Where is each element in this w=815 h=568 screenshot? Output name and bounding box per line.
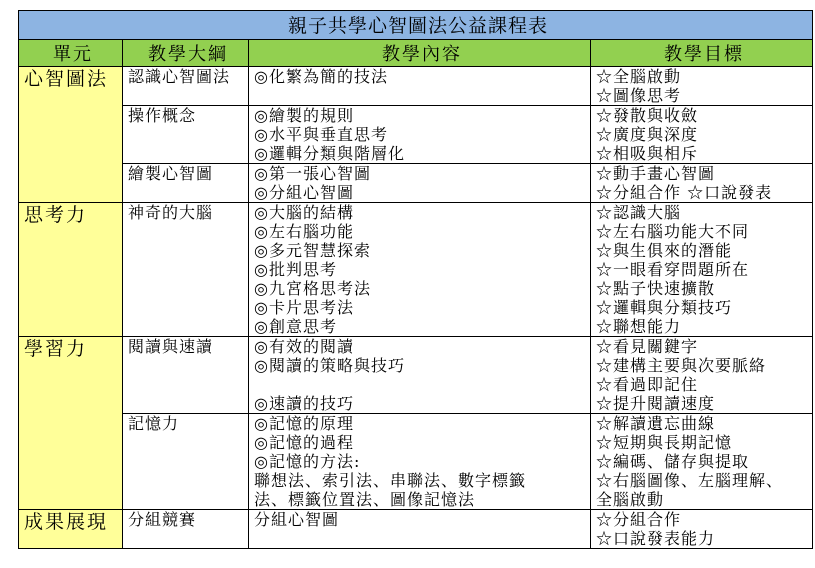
- goal-line: ☆看見關鍵字: [596, 337, 699, 356]
- content-line: ◎批判思考: [254, 260, 337, 279]
- content-line: 聯想法、索引法、串聯法、數字標籤: [254, 471, 527, 490]
- goal-line: ☆點子快速擴散: [596, 279, 716, 298]
- goal-line: ☆短期與長期記憶: [596, 433, 733, 452]
- content-cell: [249, 106, 591, 164]
- content-line: ◎記憶的方法:: [254, 452, 361, 471]
- header-goal: 教學目標: [591, 40, 813, 67]
- content-cell: [249, 203, 591, 337]
- unit-cell: 成果展現: [19, 510, 123, 549]
- goal-cell: [591, 337, 813, 414]
- content-line: ◎創意思考: [254, 317, 337, 336]
- table-row: [19, 510, 813, 549]
- content-line: ◎大腦的結構: [254, 203, 354, 222]
- content-cell: [249, 164, 591, 203]
- table-row: [19, 106, 813, 164]
- content-line: ◎邏輯分類與階層化: [254, 144, 405, 163]
- table-title: 親子共學心智圖法公益課程表: [19, 11, 813, 40]
- content-line: ◎繪製的規則: [254, 106, 354, 125]
- goal-line: ☆一眼看穿問題所在: [596, 260, 750, 279]
- course-table: [18, 10, 813, 549]
- content-line: ◎速讀的技巧: [254, 394, 354, 413]
- goal-line: ☆分組合作 ☆口說發表: [596, 183, 773, 202]
- goal-cell: [591, 414, 813, 510]
- content-line: ◎記憶的過程: [254, 433, 354, 452]
- title-row: [19, 11, 813, 40]
- goal-line: ☆動手畫心智圖: [596, 164, 716, 183]
- goal-line: ☆建構主要與次要脈絡: [596, 356, 767, 375]
- goal-cell: [591, 510, 813, 549]
- content-cell: [249, 67, 591, 106]
- goal-cell: [591, 67, 813, 106]
- blank-line: [254, 375, 590, 394]
- content-line: ◎閱讀的策略與技巧: [254, 356, 405, 375]
- goal-line: ☆邏輯與分類技巧: [596, 298, 733, 317]
- content-line: ◎九宮格思考法: [254, 279, 371, 298]
- goal-line: ☆編碼、儲存與提取: [596, 452, 750, 471]
- goal-line: ☆全腦啟動: [596, 67, 682, 86]
- content-line: ◎記憶的原理: [254, 414, 354, 433]
- content-line: ◎分組心智圖: [254, 183, 354, 202]
- content-cell: [249, 510, 591, 549]
- goal-line: ☆提升閱讀速度: [596, 394, 716, 413]
- goal-line: ☆解讀遺忘曲線: [596, 414, 716, 433]
- outline-cell: 繪製心智圖: [123, 164, 249, 203]
- goal-line: ☆分組合作: [596, 510, 682, 529]
- content-line: ◎卡片思考法: [254, 298, 354, 317]
- goal-line: ☆聯想能力: [596, 317, 682, 336]
- content-cell: [249, 414, 591, 510]
- outline-cell: 認識心智圖法: [123, 67, 249, 106]
- goal-line: ☆右腦圖像、左腦理解、: [596, 471, 784, 490]
- header-unit: 單元: [19, 40, 123, 67]
- content-line: ◎多元智慧探索: [254, 241, 371, 260]
- content-line: ◎有效的閱讀: [254, 337, 354, 356]
- content-line: ◎左右腦功能: [254, 222, 354, 241]
- header-row: [19, 40, 813, 67]
- unit-cell: 心智圖法: [19, 67, 123, 203]
- goal-line: ☆廣度與深度: [596, 125, 699, 144]
- table-row: [19, 67, 813, 106]
- goal-line: ☆口說發表能力: [596, 529, 716, 548]
- outline-cell: 分組競賽: [123, 510, 249, 549]
- goal-cell: [591, 203, 813, 337]
- table-row: [19, 164, 813, 203]
- goal-line: 全腦啟動: [596, 490, 665, 509]
- content-line: 法、標籤位置法、圖像記憶法: [254, 490, 476, 509]
- outline-cell: 閱讀與速讀: [123, 337, 249, 414]
- header-outline: 教學大綱: [123, 40, 249, 67]
- goal-line: ☆看過即記住: [596, 375, 699, 394]
- table-row: [19, 203, 813, 337]
- goal-cell: [591, 106, 813, 164]
- content-line: ◎化繁為簡的技法: [254, 67, 388, 86]
- outline-cell: 操作概念: [123, 106, 249, 164]
- content-line: 分組心智圖: [254, 510, 340, 529]
- outline-cell: 神奇的大腦: [123, 203, 249, 337]
- goal-cell: [591, 164, 813, 203]
- goal-line: ☆發散與收斂: [596, 106, 699, 125]
- table-row: [19, 337, 813, 414]
- unit-cell: 學習力: [19, 337, 123, 510]
- table-row: [19, 414, 813, 510]
- goal-line: ☆與生俱來的潛能: [596, 241, 733, 260]
- content-cell: [249, 337, 591, 414]
- goal-line: ☆左右腦功能大不同: [596, 222, 750, 241]
- header-content: 教學內容: [249, 40, 591, 67]
- unit-cell: 思考力: [19, 203, 123, 337]
- outline-cell: 記憶力: [123, 414, 249, 510]
- content-line: ◎水平與垂直思考: [254, 125, 388, 144]
- goal-line: ☆相吸與相斥: [596, 144, 699, 163]
- goal-line: ☆認識大腦: [596, 203, 682, 222]
- goal-line: ☆圖像思考: [596, 86, 682, 105]
- content-line: ◎第一張心智圖: [254, 164, 371, 183]
